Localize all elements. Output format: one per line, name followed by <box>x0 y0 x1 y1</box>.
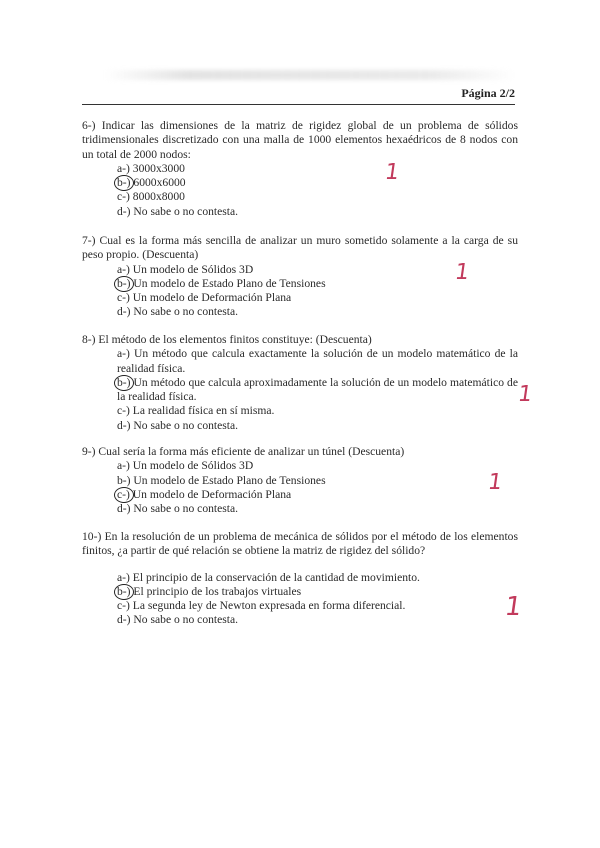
option-d[interactable]: d-) No sabe o no contesta. <box>117 305 239 319</box>
option-b-selected[interactable]: b-) 6000x6000 <box>117 176 518 190</box>
option-b-selected[interactable]: b-) El principio de los trabajos virtuales <box>117 585 518 599</box>
option-d[interactable]: d-) No sabe o no contesta. <box>117 613 239 627</box>
question-7 <box>82 234 518 320</box>
question-6 <box>82 119 518 219</box>
grade-mark: 1 <box>516 382 534 407</box>
option-d[interactable]: d-) No sabe o no contesta. <box>117 418 239 432</box>
option-d[interactable]: d-) No sabe o no contesta. <box>117 502 239 516</box>
option-c[interactable]: c-) Un modelo de Deformación Plana <box>117 291 292 305</box>
option-a[interactable]: a-) El principio de la conservación de la cantidad de movimiento. <box>117 570 420 584</box>
option-c-selected[interactable]: c-) Un modelo de Deformación Plana <box>117 488 518 502</box>
question-text: 8-) El método de los elementos finitos constituye: (Descuenta) <box>82 333 372 346</box>
question-text: 7-) Cual es la forma más sencilla de analizar un muro sometido solamente a la carga de su peso propio. (Descuenta) <box>82 234 518 262</box>
grade-mark: 1 <box>486 470 504 495</box>
option-a[interactable]: a-) Un método que calcula exactamente la solución de un modelo matemático de la realidad física. <box>117 347 518 375</box>
option-b-selected[interactable]: b-) Un método que calcula aproximadamente la solución de un modelo matemático de la realidad física. <box>117 375 518 404</box>
option-c[interactable]: c-) La realidad física en sí misma. <box>117 404 275 418</box>
question-10 <box>82 530 518 628</box>
scan-artifact <box>105 70 515 80</box>
option-a[interactable]: a-) Un modelo de Sólidos 3D <box>117 262 254 276</box>
grade-mark: 1 <box>453 260 471 285</box>
grade-mark: 1 <box>502 592 524 622</box>
option-c[interactable]: c-) 8000x8000 <box>117 190 185 204</box>
option-d[interactable]: d-) No sabe o no contesta. <box>117 204 239 218</box>
question-text: 6-) Indicar las dimensiones de la matriz de rigidez global de un problema de sólidos tridimensionales discretizado con una malla de 1000 elementos hexaédricos de 8 nodos con un total de 2000 nodos: <box>82 119 518 161</box>
page-header <box>82 84 515 105</box>
question-8 <box>82 333 518 433</box>
option-c[interactable]: c-) La segunda ley de Newton expresada en forma diferencial. <box>117 599 406 613</box>
option-b-selected[interactable]: b-) Un modelo de Estado Plano de Tensiones <box>117 277 518 291</box>
grade-mark: 1 <box>383 160 401 185</box>
page-number: Página 2/2 <box>461 86 515 100</box>
option-b[interactable]: b-) Un modelo de Estado Plano de Tensiones <box>117 473 326 487</box>
question-text: 9-) Cual sería la forma más eficiente de analizar un túnel (Descuenta) <box>82 445 405 458</box>
question-9 <box>82 445 518 516</box>
question-text: 10-) En la resolución de un problema de mecánica de sólidos por el método de los elementos finitos, ¿a partir de qué relación se obtiene la matriz de rigidez del sólido? <box>82 530 518 558</box>
option-a[interactable]: a-) Un modelo de Sólidos 3D <box>117 459 254 473</box>
option-a[interactable]: a-) 3000x3000 <box>117 161 185 175</box>
